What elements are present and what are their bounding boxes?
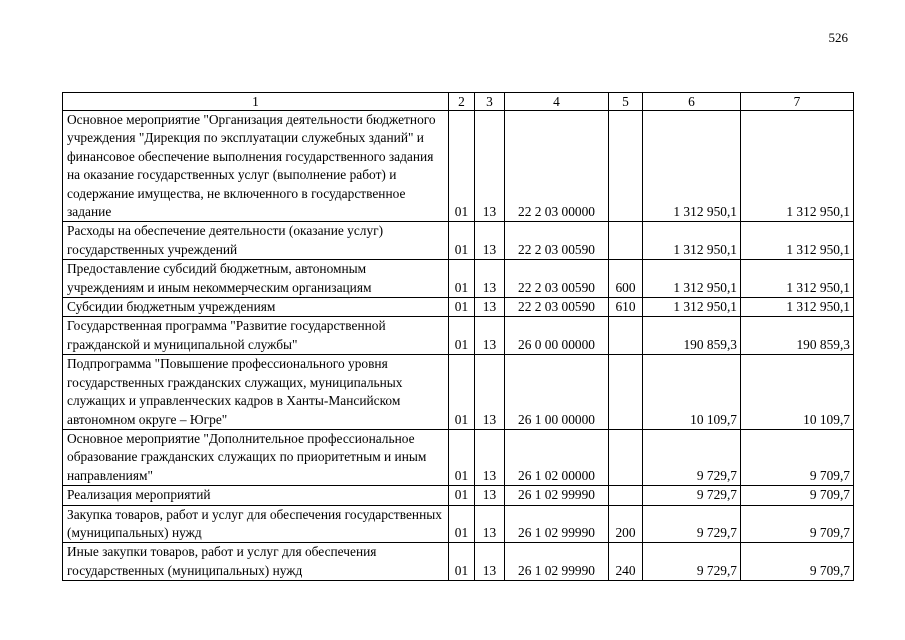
row-expense-type: 600: [609, 260, 643, 298]
row-amount-1: 9 729,7: [643, 486, 741, 505]
row-target-code: 26 1 02 99990: [505, 505, 609, 543]
row-section: 01: [449, 505, 475, 543]
row-amount-1: 1 312 950,1: [643, 111, 741, 222]
row-amount-2: 1 312 950,1: [741, 222, 854, 260]
row-target-code: 22 2 03 00590: [505, 298, 609, 317]
row-amount-1: 9 729,7: [643, 505, 741, 543]
row-amount-1: 9 729,7: [643, 543, 741, 581]
table-row: [63, 222, 854, 260]
row-section: 01: [449, 260, 475, 298]
row-amount-1: 10 109,7: [643, 355, 741, 430]
row-expense-type: 200: [609, 505, 643, 543]
row-amount-1: 9 729,7: [643, 429, 741, 485]
row-section: 01: [449, 543, 475, 581]
row-target-code: 22 2 03 00000: [505, 111, 609, 222]
row-amount-2: 1 312 950,1: [741, 111, 854, 222]
header-row: [63, 93, 854, 111]
row-target-code: 26 1 00 00000: [505, 355, 609, 430]
row-name: Иные закупки товаров, работ и услуг для обеспечения государственных (муниципальных) нужд: [63, 543, 449, 581]
page-number: 526: [828, 30, 848, 45]
table-row: [63, 429, 854, 485]
row-subsection: 13: [475, 111, 505, 222]
row-expense-type: [609, 429, 643, 485]
row-section: 01: [449, 317, 475, 355]
row-expense-type: 240: [609, 543, 643, 581]
row-amount-2: 9 709,7: [741, 505, 854, 543]
header-col-3: 3: [475, 93, 505, 111]
row-expense-type: [609, 111, 643, 222]
row-amount-2: 190 859,3: [741, 317, 854, 355]
table-row: [63, 298, 854, 317]
table-row: [63, 543, 854, 581]
header-col-5: 5: [609, 93, 643, 111]
table-header: [63, 93, 854, 111]
row-section: 01: [449, 486, 475, 505]
row-target-code: 26 0 00 00000: [505, 317, 609, 355]
row-subsection: 13: [475, 298, 505, 317]
header-col-2: 2: [449, 93, 475, 111]
row-amount-2: 1 312 950,1: [741, 260, 854, 298]
header-col-1: 1: [63, 93, 449, 111]
row-name: Расходы на обеспечение деятельности (оказание услуг) государственных учреждений: [63, 222, 449, 260]
table-row: [63, 260, 854, 298]
row-target-code: 22 2 03 00590: [505, 260, 609, 298]
budget-table: [62, 92, 854, 581]
row-expense-type: [609, 355, 643, 430]
table-row: [63, 317, 854, 355]
table-row: [63, 355, 854, 430]
row-section: 01: [449, 222, 475, 260]
row-name: Основное мероприятие "Дополнительное профессиональное образование гражданских служащих по приоритетным и иным направлениям": [63, 429, 449, 485]
row-target-code: 26 1 02 00000: [505, 429, 609, 485]
row-subsection: 13: [475, 486, 505, 505]
row-section: 01: [449, 355, 475, 430]
header-col-6: 6: [643, 93, 741, 111]
row-target-code: 22 2 03 00590: [505, 222, 609, 260]
row-subsection: 13: [475, 429, 505, 485]
row-name: Предоставление субсидий бюджетным, автономным учреждениям и иным некоммерческим организациям: [63, 260, 449, 298]
row-expense-type: [609, 486, 643, 505]
header-col-7: 7: [741, 93, 854, 111]
row-amount-2: 1 312 950,1: [741, 298, 854, 317]
row-name: Государственная программа "Развитие государственной гражданской и муниципальной службы": [63, 317, 449, 355]
row-amount-1: 1 312 950,1: [643, 222, 741, 260]
row-name: Закупка товаров, работ и услуг для обеспечения государственных (муниципальных) нужд: [63, 505, 449, 543]
row-amount-1: 1 312 950,1: [643, 298, 741, 317]
row-section: 01: [449, 111, 475, 222]
table-row: [63, 486, 854, 505]
row-name: Основное мероприятие "Организация деятельности бюджетного учреждения "Дирекция по эксплуатации служебных зданий" и финансовое обеспечение выполнения государственного задания на оказание государственных услуг (выполнение работ) и содержание имущества, не включенного в государственное задание: [63, 111, 449, 222]
row-subsection: 13: [475, 317, 505, 355]
row-expense-type: [609, 317, 643, 355]
row-section: 01: [449, 298, 475, 317]
row-amount-2: 9 709,7: [741, 486, 854, 505]
header-col-4: 4: [505, 93, 609, 111]
table-body: [63, 111, 854, 581]
row-subsection: 13: [475, 355, 505, 430]
row-amount-1: 1 312 950,1: [643, 260, 741, 298]
row-subsection: 13: [475, 543, 505, 581]
row-name: Субсидии бюджетным учреждениям: [63, 298, 449, 317]
row-amount-1: 190 859,3: [643, 317, 741, 355]
row-target-code: 26 1 02 99990: [505, 486, 609, 505]
row-name: Подпрограмма "Повышение профессионального уровня государственных гражданских служащих, муниципальных служащих и управленческих кадров в Ханты-Мансийском автономном округе – Югре": [63, 355, 449, 430]
row-amount-2: 9 709,7: [741, 429, 854, 485]
row-expense-type: [609, 222, 643, 260]
table-row: [63, 111, 854, 222]
row-subsection: 13: [475, 505, 505, 543]
row-subsection: 13: [475, 260, 505, 298]
row-amount-2: 9 709,7: [741, 543, 854, 581]
row-amount-2: 10 109,7: [741, 355, 854, 430]
table-row: [63, 505, 854, 543]
row-target-code: 26 1 02 99990: [505, 543, 609, 581]
row-name: Реализация мероприятий: [63, 486, 449, 505]
row-subsection: 13: [475, 222, 505, 260]
row-section: 01: [449, 429, 475, 485]
row-expense-type: 610: [609, 298, 643, 317]
